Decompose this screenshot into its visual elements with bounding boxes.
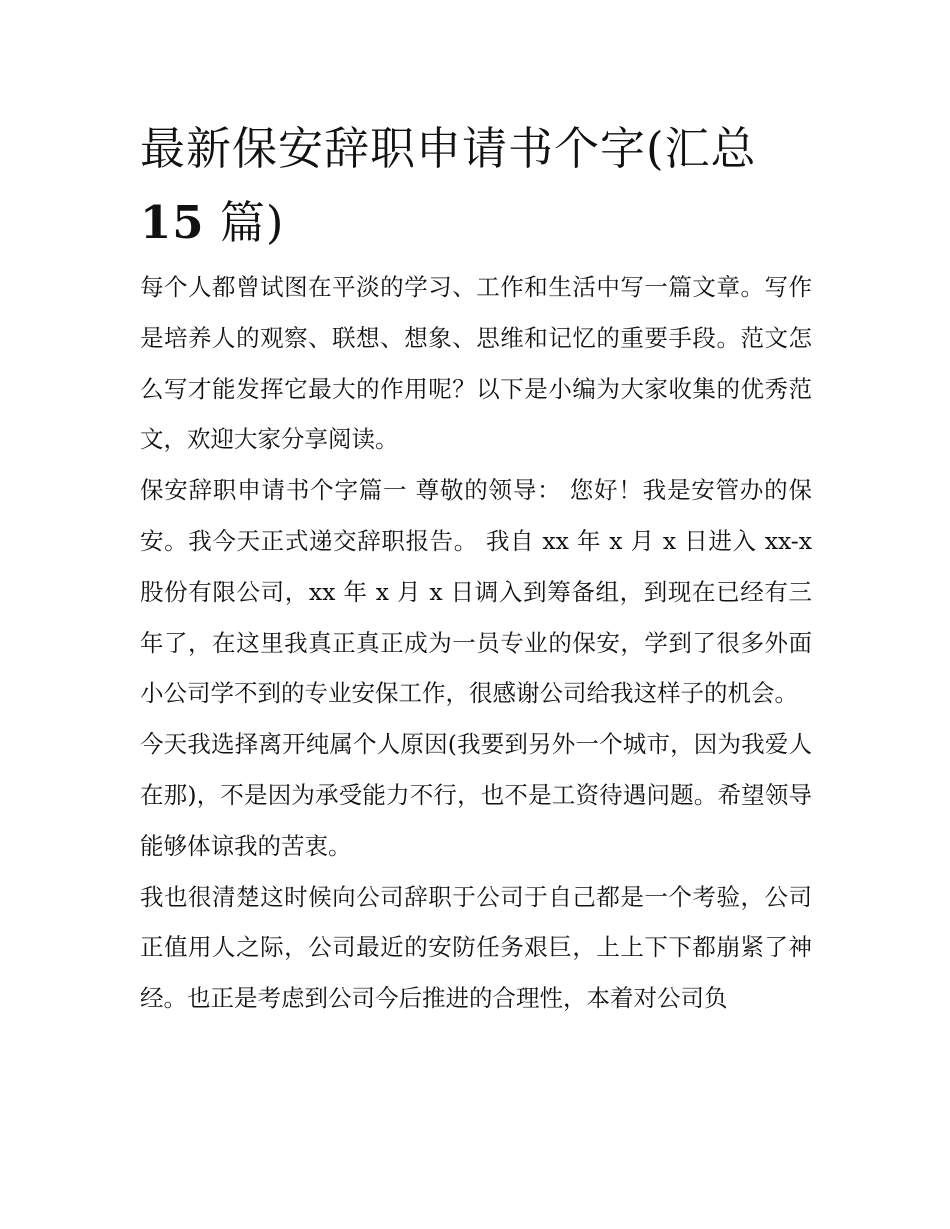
title-main-text: 最新保安辞职申请书个字(汇总 [140,122,757,175]
paragraph-reason: 今天我选择离开纯属个人原因(我要到另外一个城市，因为我爱人在那)，不是因为承受能力不行，也不是工资待遇问题。希望领导能够体谅我的苦衷。 [140,730,812,860]
paragraph-consideration: 我也很清楚这时候向公司辞职于公司于自己都是一个考验，公司正值用人之际，公司最近的安防任务艰巨，上上下下都崩紧了神经。也正是考虑到公司今后推进的合理性，本着对公司负 [140,882,812,1013]
paragraph-intro: 每个人都曾试图在平淡的学习、工作和生活中写一篇文章。写作是培养人的观察、联想、想象、思维和记忆的重要手段。范文怎么写才能发挥它最大的作用呢？以下是小编为大家收集的优秀范文，欢迎大家分享阅读。 [140,273,812,454]
document-title [140,112,812,260]
title-end-text: 篇) [204,196,285,249]
document-content [140,112,812,1024]
document-body [140,262,812,1024]
paragraph-letter-opening: 保安辞职申请书个字篇一 尊敬的领导： 您好！我是安管办的保安。我今天正式递交辞职报告。 我自 xx 年 x 月 x 日进入 xx-x 股份有限公司，xx 年 x 月 x 日调入到筹备组，到现在已经有三年了，在这里我真正真正成为一员专业的保安，学到了很多外面小公司学不到的专业安保工作，很感谢公司给我这样子的机会。 [140,476,812,708]
title-number: 15 [140,196,205,249]
